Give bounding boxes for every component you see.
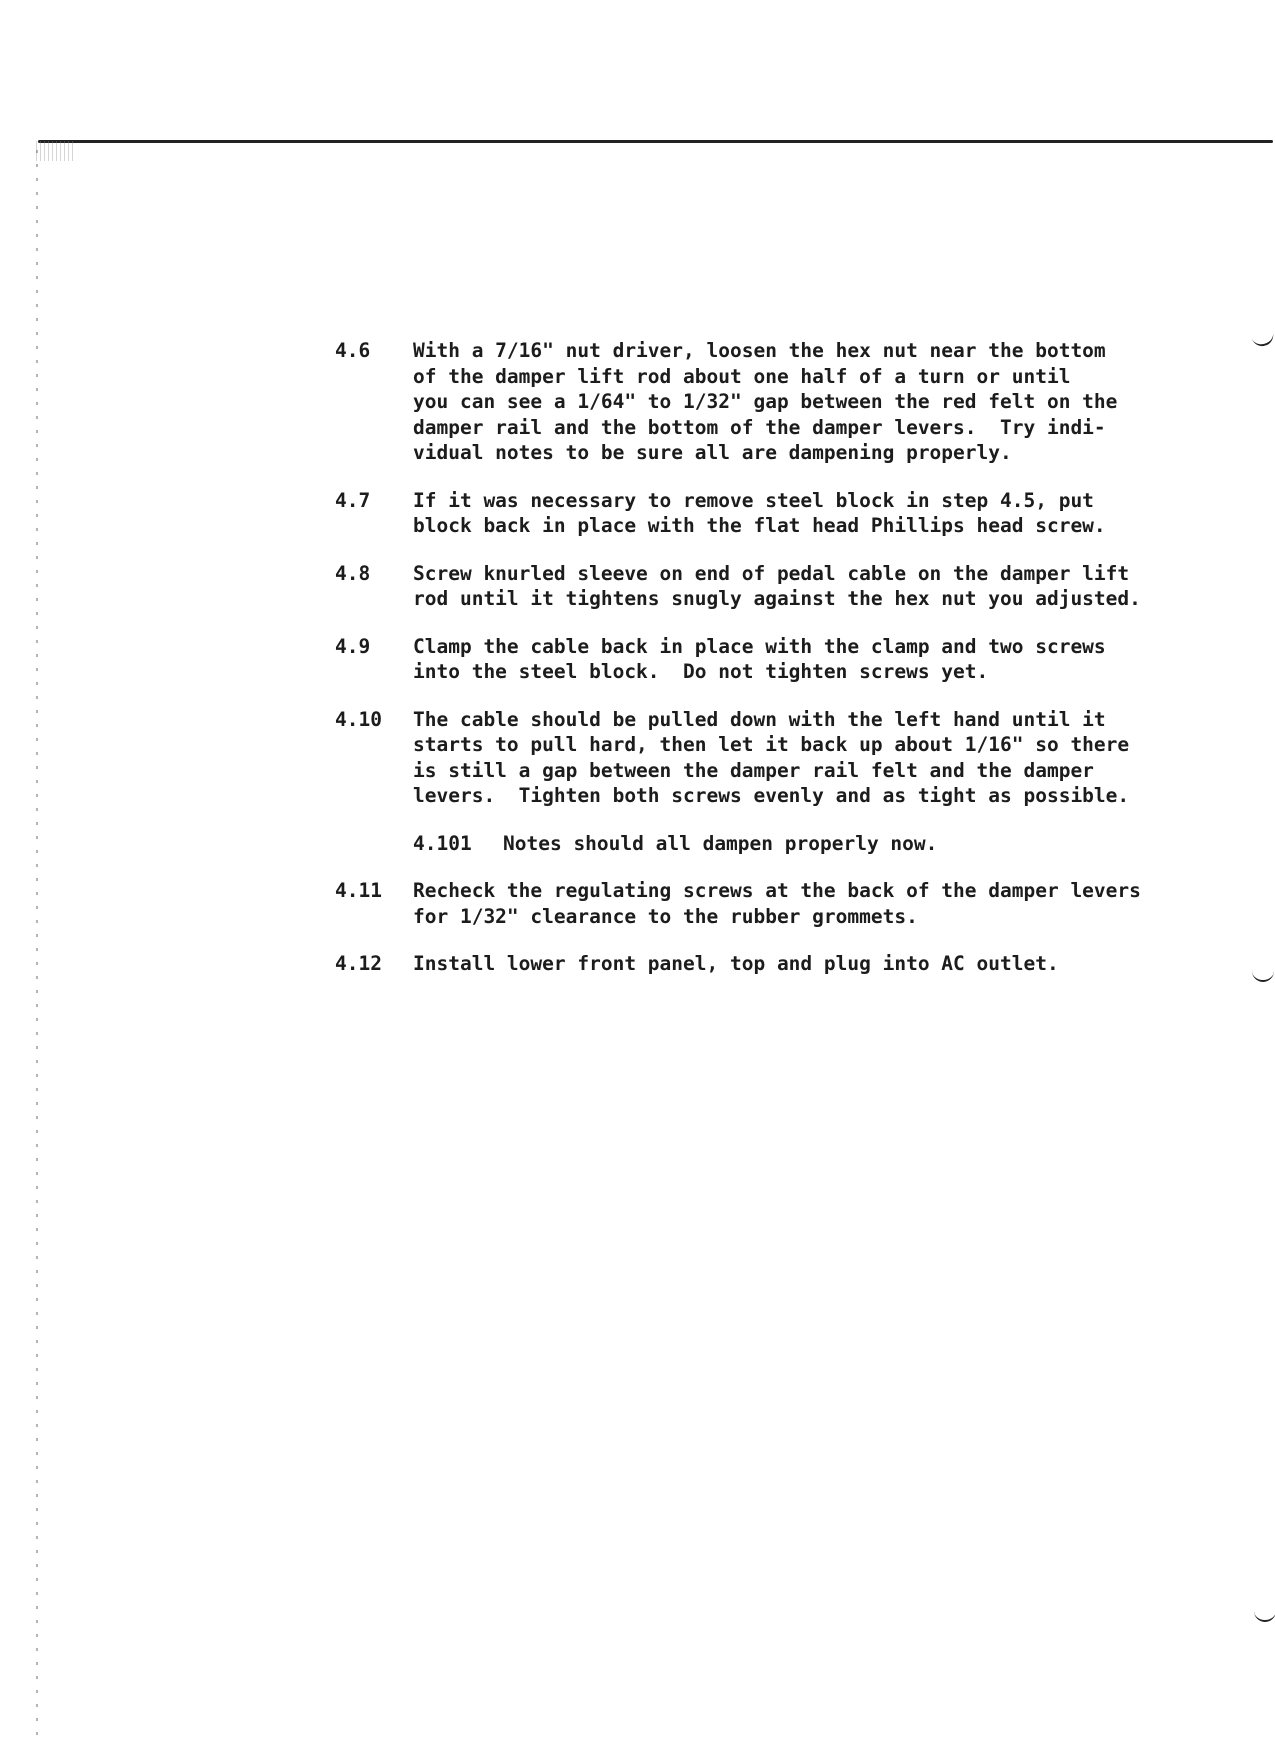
step-line: Clamp the cable back in place with the clamp and two screws	[413, 634, 1106, 658]
step-line: The cable should be pulled down with the left hand until it	[413, 707, 1106, 731]
binder-hole-mark	[1250, 327, 1275, 348]
step-number: 4.12	[335, 952, 382, 975]
step-item	[335, 707, 1235, 809]
top-rule	[38, 140, 1273, 143]
step-item	[335, 488, 1235, 539]
step-line: starts to pull hard, then let it back up about 1/16" so there	[413, 733, 1130, 756]
step-line: you can see a 1/64" to 1/32" gap between the red felt on the	[413, 390, 1118, 413]
step-line: With a 7/16" nut driver, loosen the hex nut near the bottom	[413, 339, 1106, 362]
step-text	[413, 338, 1117, 466]
step-line: levers. Tighten both screws evenly and as tight as possible.	[413, 784, 1130, 807]
step-line: vidual notes to be sure all are dampening properly.	[413, 441, 1012, 464]
step-number: 4.10	[335, 707, 382, 731]
left-edge-marks	[36, 150, 38, 1740]
step-line: of the damper lift rod about one half of a turn or until	[413, 364, 1071, 388]
step-list	[335, 338, 1235, 809]
step-text	[413, 634, 1106, 685]
step-text	[413, 951, 1059, 977]
scan-smudge	[36, 141, 76, 161]
step-number: 4.9	[335, 634, 371, 658]
step-number: 4.6	[335, 339, 371, 362]
sub-step	[413, 831, 1235, 857]
step-list	[335, 878, 1235, 977]
sub-step-text: Notes should all dampen properly now.	[503, 831, 938, 855]
step-item	[335, 561, 1235, 612]
step-number: 4.7	[335, 488, 371, 512]
step-line: for 1/32" clearance to the rubber grommets.	[413, 904, 918, 928]
step-item	[335, 338, 1235, 466]
step-line: Install lower front panel, top and plug into AC outlet.	[413, 952, 1059, 975]
step-number: 4.11	[335, 879, 382, 902]
step-text	[413, 878, 1141, 929]
binder-hole-mark	[1252, 966, 1274, 982]
step-number: 4.8	[335, 561, 371, 585]
step-line: If it was necessary to remove steel block in step 4.5, put	[413, 488, 1094, 512]
step-text	[413, 488, 1106, 539]
step-line: Recheck the regulating screws at the back of the damper levers	[413, 879, 1141, 902]
step-line: block back in place with the flat head Phillips head screw.	[413, 514, 1106, 537]
step-line: rod until it tightens snugly against the hex nut you adjusted.	[413, 587, 1141, 610]
step-item	[335, 951, 1235, 977]
step-line: is still a gap between the damper rail felt and the damper	[413, 758, 1094, 782]
step-item	[335, 634, 1235, 685]
sub-step-number: 4.101	[413, 831, 472, 855]
step-line: Screw knurled sleeve on end of pedal cable on the damper lift	[413, 561, 1130, 585]
step-text	[413, 707, 1129, 809]
step-line: damper rail and the bottom of the damper levers. Try indi-	[413, 415, 1106, 439]
step-item	[335, 878, 1235, 929]
step-text	[413, 561, 1141, 612]
step-line: into the steel block. Do not tighten screws yet.	[413, 660, 989, 683]
binder-hole-mark	[1254, 1606, 1275, 1622]
instructions	[335, 338, 1235, 999]
